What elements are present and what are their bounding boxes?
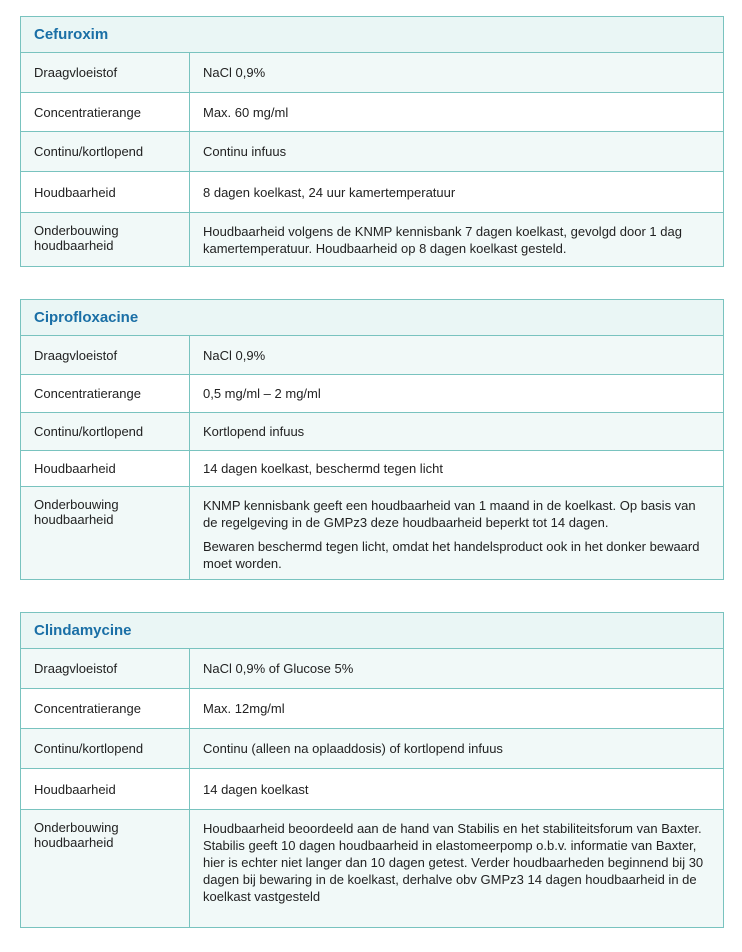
- row-value: [190, 487, 723, 579]
- row-value: Max. 60 mg/ml: [203, 104, 289, 120]
- table-row: [21, 374, 723, 412]
- row-label: Onderbouwing houdbaarheid: [21, 213, 190, 266]
- row-value: 14 dagen koelkast: [203, 781, 309, 797]
- row-label: Houdbaarheid: [21, 172, 190, 212]
- table-row: [21, 412, 723, 450]
- row-label: Houdbaarheid: [21, 769, 190, 809]
- row-value: NaCl 0,9%: [203, 65, 266, 80]
- table-row: [21, 336, 723, 374]
- table-row: [21, 450, 723, 486]
- row-value: NaCl 0,9%: [203, 347, 266, 363]
- row-label: Concentratierange: [21, 93, 190, 131]
- table-row: [21, 649, 723, 688]
- table-row: [21, 212, 723, 266]
- ciprofloxacine-table: [20, 299, 724, 580]
- row-label: Concentratierange: [21, 689, 190, 728]
- table-row: [21, 768, 723, 809]
- table-row: [21, 92, 723, 131]
- row-value: NaCl 0,9% of Glucose 5%: [203, 661, 354, 676]
- clindamycine-table: [20, 612, 724, 928]
- row-label: Onderbouwing houdbaarheid: [21, 487, 190, 579]
- table-row: [21, 53, 723, 92]
- table-title: Ciprofloxacine: [21, 300, 723, 336]
- row-label: Concentratierange: [21, 375, 190, 412]
- row-label: Continu/kortlopend: [21, 413, 190, 450]
- row-value: 8 dagen koelkast, 24 uur kamertemperatuur: [203, 184, 456, 200]
- paragraph: Houdbaarheid beoordeeld aan de hand van Stabilis en het stabiliteitsforum van Baxter. Stabilis geeft 10 dagen houdbaarheid in elastomeerpomp o.b.v. informatie van Baxter, hier is echter niet langer dan 10 dagen getest. Verder houdbaarheden beginnend bij 30 dagen bij bewaring in de koelkast, derhalve obv GMPz3 14 dagen houdbaarheid in de koelkast vastgesteld: [203, 821, 704, 904]
- row-value: Max. 12mg/ml: [203, 701, 285, 716]
- row-value: Kortlopend infuus: [203, 424, 305, 439]
- row-label: Continu/kortlopend: [21, 132, 190, 171]
- row-label: Continu/kortlopend: [21, 729, 190, 768]
- paragraph: KNMP kennisbank geeft een houdbaarheid van 1 maand in de koelkast. Op basis van de regelgeving in de GMPz3 deze houdbaarheid beperkt tot 14 dagen.: [203, 498, 696, 530]
- row-label: Draagvloeistof: [21, 53, 190, 92]
- paragraph: Houdbaarheid volgens de KNMP kennisbank 7 dagen koelkast, gevolgd door 1 dag kamertemperatuur. Houdbaarheid op 8 dagen koelkast gesteld.: [203, 224, 682, 256]
- table-row: [21, 131, 723, 171]
- table-row: [21, 486, 723, 579]
- table-title: Clindamycine: [21, 613, 723, 649]
- table-row: [21, 171, 723, 212]
- row-value: [190, 810, 723, 927]
- paragraph: Bewaren beschermd tegen licht, omdat het handelsproduct ook in het donker bewaard moet worden.: [203, 539, 700, 571]
- row-label: Draagvloeistof: [21, 649, 190, 688]
- row-value: Continu infuus: [203, 144, 287, 159]
- table-row: [21, 728, 723, 768]
- row-value: 14 dagen koelkast, beschermd tegen licht: [203, 461, 443, 476]
- row-value: [190, 213, 723, 266]
- table-row: [21, 809, 723, 927]
- table-title: Cefuroxim: [21, 17, 723, 53]
- table-row: [21, 688, 723, 728]
- row-label: Houdbaarheid: [21, 451, 190, 486]
- row-value: Continu (alleen na oplaaddosis) of kortlopend infuus: [203, 741, 503, 756]
- row-value: 0,5 mg/ml – 2 mg/ml: [203, 386, 321, 401]
- cefuroxim-table: [20, 16, 724, 267]
- row-label: Draagvloeistof: [21, 336, 190, 374]
- row-label: Onderbouwing houdbaarheid: [21, 810, 190, 927]
